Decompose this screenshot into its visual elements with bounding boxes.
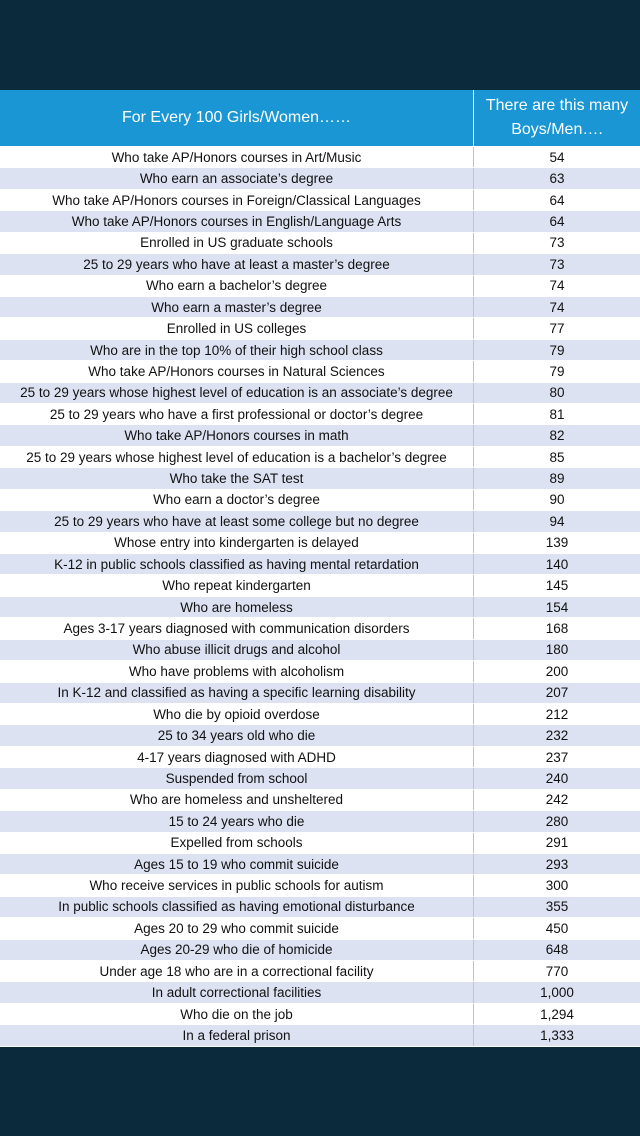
- row-label: Who are homeless and unsheltered: [0, 790, 474, 810]
- row-label: Who take AP/Honors courses in English/Language Arts: [0, 211, 474, 231]
- row-value: 1,333: [540, 1028, 574, 1043]
- row-value: 74: [549, 278, 565, 294]
- table-row: [0, 854, 640, 875]
- table-body: [0, 147, 640, 1047]
- row-value: 79: [549, 342, 565, 358]
- table-row: [0, 790, 640, 811]
- row-value: 237: [545, 749, 569, 765]
- row-label: 25 to 34 years old who die: [0, 725, 474, 745]
- row-value: 648: [545, 942, 569, 958]
- table-row: [0, 1004, 640, 1025]
- table-row: [0, 425, 640, 446]
- row-value: 81: [549, 406, 565, 422]
- table-row: [0, 533, 640, 554]
- row-label: Who die by opioid overdose: [0, 704, 474, 724]
- row-label: In a federal prison: [0, 1025, 474, 1045]
- header-col-boys: There are this many Boys/Men….: [485, 97, 629, 138]
- row-value: 82: [549, 428, 565, 444]
- row-value: 1,294: [540, 1006, 574, 1022]
- row-value: 77: [549, 321, 565, 337]
- table-row: [0, 361, 640, 382]
- row-value: 355: [545, 899, 569, 915]
- row-value: 139: [545, 535, 569, 551]
- row-label: Who earn an associate’s degree: [0, 168, 474, 188]
- row-value: 80: [549, 385, 565, 401]
- row-label: Who earn a doctor’s degree: [0, 490, 474, 510]
- row-label: Enrolled in US colleges: [0, 318, 474, 338]
- table-row: [0, 404, 640, 425]
- table-row: [0, 597, 640, 618]
- table-row: [0, 297, 640, 318]
- row-label: 25 to 29 years who have at least some college but no degree: [0, 511, 474, 531]
- table-row: [0, 468, 640, 489]
- row-value: 280: [545, 813, 569, 829]
- row-value: 73: [549, 235, 565, 251]
- row-value: 74: [549, 299, 565, 315]
- row-label: K-12 in public schools classified as having mental retardation: [0, 554, 474, 574]
- row-label: Who take AP/Honors courses in Art/Music: [0, 147, 474, 167]
- row-value: 64: [549, 192, 565, 208]
- row-label: 25 to 29 years who have a first professional or doctor’s degree: [0, 404, 474, 424]
- row-label: 15 to 24 years who die: [0, 811, 474, 831]
- header-col-girls: For Every 100 Girls/Women……: [0, 90, 474, 146]
- table-row: [0, 683, 640, 704]
- row-value: 1,000: [540, 985, 574, 1001]
- row-label: Who repeat kindergarten: [0, 575, 474, 595]
- table-header: [0, 90, 640, 147]
- row-label: Under age 18 who are in a correctional facility: [0, 961, 474, 981]
- row-value: 54: [549, 149, 565, 165]
- row-label: Who take AP/Honors courses in Natural Sciences: [0, 361, 474, 381]
- row-label: Who abuse illicit drugs and alcohol: [0, 640, 474, 660]
- table-row: [0, 575, 640, 596]
- table-row: [0, 447, 640, 468]
- row-label: Who receive services in public schools for autism: [0, 875, 474, 895]
- row-value: 79: [549, 363, 565, 379]
- row-value: 94: [549, 513, 565, 529]
- row-value: 168: [545, 620, 569, 636]
- row-label: 25 to 29 years whose highest level of education is a bachelor’s degree: [0, 447, 474, 467]
- row-label: 25 to 29 years who have at least a master’s degree: [0, 254, 474, 274]
- row-label: Expelled from schools: [0, 833, 474, 853]
- row-value: 300: [545, 878, 569, 894]
- row-value: 212: [545, 706, 569, 722]
- row-label: In adult correctional facilities: [0, 982, 474, 1002]
- row-label: 4-17 years diagnosed with ADHD: [0, 747, 474, 767]
- row-label: Who take AP/Honors courses in math: [0, 425, 474, 445]
- row-label: Suspended from school: [0, 768, 474, 788]
- row-label: Who are homeless: [0, 597, 474, 617]
- row-value: 200: [545, 663, 569, 679]
- row-label: 25 to 29 years whose highest level of education is an associate’s degree: [0, 383, 474, 403]
- row-value: 145: [545, 578, 569, 594]
- table-row: [0, 875, 640, 896]
- table-row: [0, 168, 640, 189]
- table-row: [0, 940, 640, 961]
- table-row: [0, 383, 640, 404]
- table-row: [0, 897, 640, 918]
- table-row: [0, 811, 640, 832]
- table-row: [0, 211, 640, 232]
- row-label: Who earn a bachelor’s degree: [0, 276, 474, 296]
- table-row: [0, 747, 640, 768]
- row-label: Ages 20-29 who die of homicide: [0, 940, 474, 960]
- row-label: Who have problems with alcoholism: [0, 661, 474, 681]
- table-row: [0, 318, 640, 339]
- table-row: [0, 490, 640, 511]
- row-label: Who take the SAT test: [0, 468, 474, 488]
- row-value: 240: [545, 770, 569, 786]
- row-label: Whose entry into kindergarten is delayed: [0, 533, 474, 553]
- row-value: 770: [545, 963, 569, 979]
- row-label: Ages 3-17 years diagnosed with communication disorders: [0, 618, 474, 638]
- table-row: [0, 768, 640, 789]
- row-value: 242: [545, 792, 569, 808]
- table-row: [0, 982, 640, 1003]
- row-label: Ages 15 to 19 who commit suicide: [0, 854, 474, 874]
- row-value: 293: [545, 856, 569, 872]
- row-value: 232: [545, 728, 569, 744]
- table-row: [0, 704, 640, 725]
- row-value: 291: [545, 835, 569, 851]
- table-row: [0, 233, 640, 254]
- comparison-table: [0, 90, 640, 1047]
- row-value: 64: [549, 213, 565, 229]
- table-row: [0, 511, 640, 532]
- row-label: Ages 20 to 29 who commit suicide: [0, 918, 474, 938]
- table-row: [0, 961, 640, 982]
- row-value: 180: [545, 642, 569, 658]
- table-row: [0, 725, 640, 746]
- row-value: 154: [545, 599, 569, 615]
- table-row: [0, 1025, 640, 1046]
- table-row: [0, 618, 640, 639]
- table-row: [0, 640, 640, 661]
- row-value: 90: [549, 492, 565, 508]
- row-value: 450: [545, 920, 569, 936]
- table-row: [0, 661, 640, 682]
- row-label: In public schools classified as having emotional disturbance: [0, 897, 474, 917]
- row-label: Who take AP/Honors courses in Foreign/Classical Languages: [0, 190, 474, 210]
- row-label: Enrolled in US graduate schools: [0, 233, 474, 253]
- table-row: [0, 147, 640, 168]
- table-row: [0, 254, 640, 275]
- row-value: 207: [545, 685, 569, 701]
- table-row: [0, 554, 640, 575]
- table-row: [0, 340, 640, 361]
- row-label: Who earn a master’s degree: [0, 297, 474, 317]
- table-row: [0, 833, 640, 854]
- row-value: 85: [549, 449, 565, 465]
- row-value: 73: [549, 256, 565, 272]
- row-label: In K-12 and classified as having a specific learning disability: [0, 683, 474, 703]
- table-row: [0, 190, 640, 211]
- row-value: 89: [549, 471, 565, 487]
- row-value: 63: [549, 171, 565, 187]
- row-value: 140: [545, 556, 569, 572]
- row-label: Who die on the job: [0, 1004, 474, 1024]
- table-row: [0, 918, 640, 939]
- row-label: Who are in the top 10% of their high school class: [0, 340, 474, 360]
- table-row: [0, 276, 640, 297]
